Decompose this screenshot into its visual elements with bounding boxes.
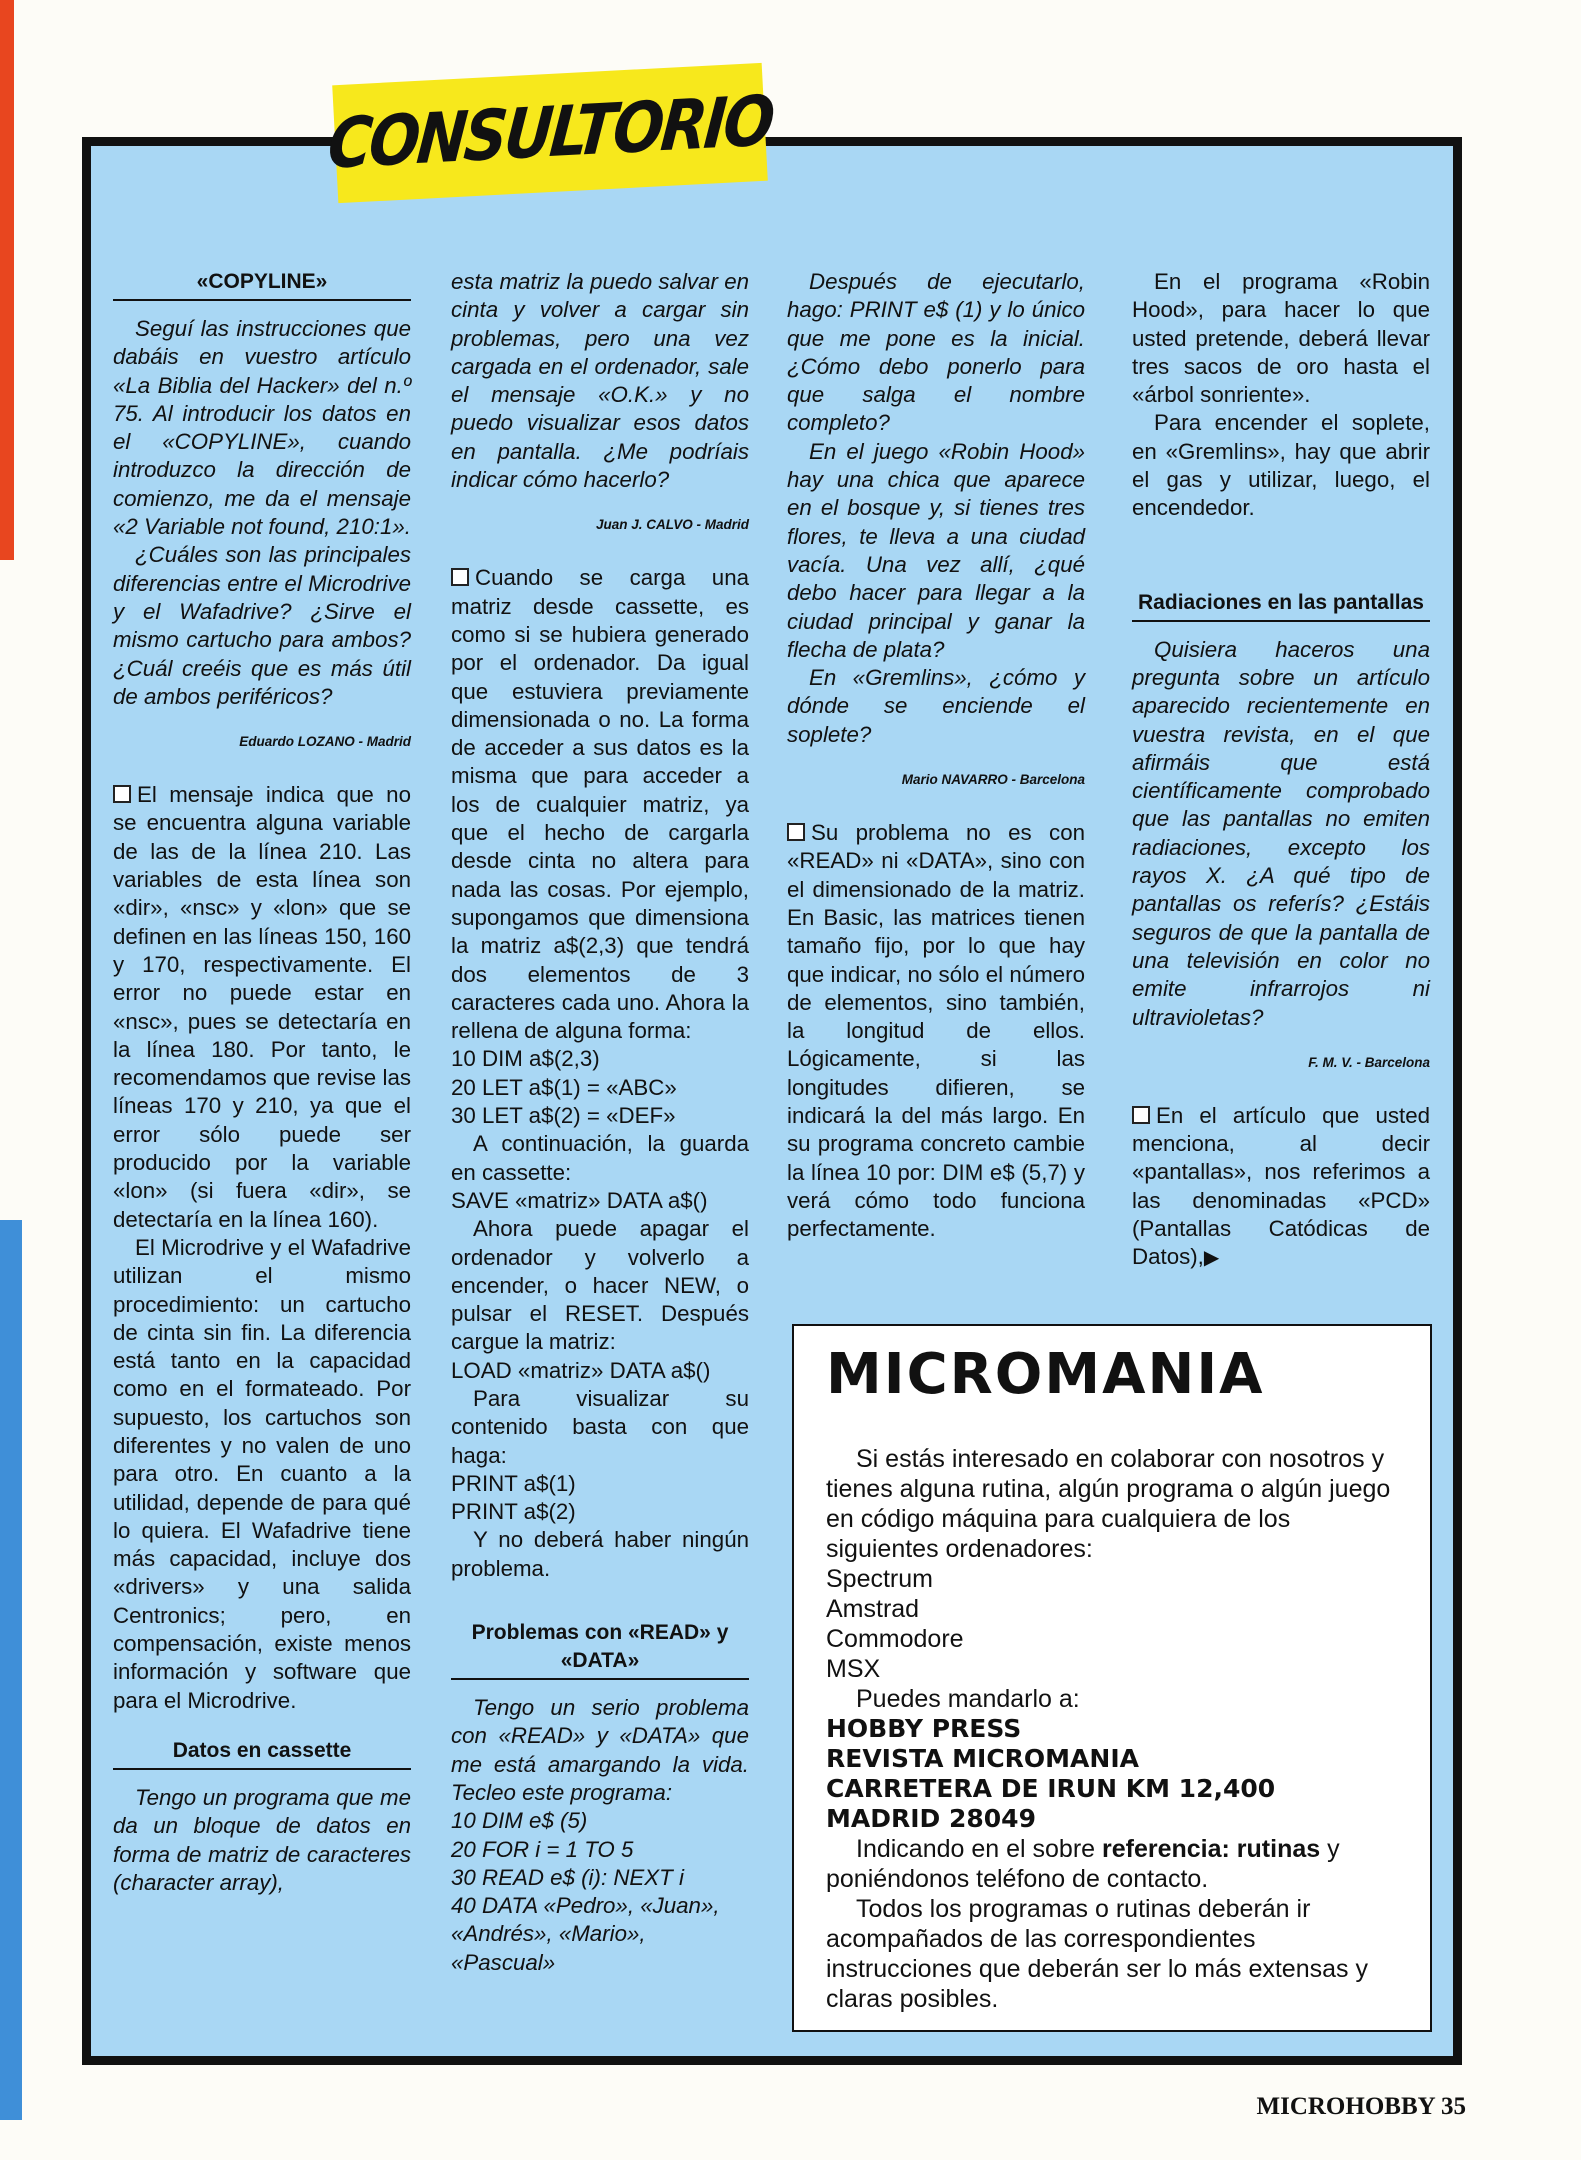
read-data-answer: Su problema no es con «READ» ni «DATA», sino con el dimensionado de la matriz. En Basic, las matrices tienen tamaño fijo, por lo que hay que indicar, no sólo el número de elementos, sino también, la longitud de ellos. Lógicamente, si las longitudes difieren, se indicará la del más largo. En su programa concreto cambie la línea 10 por: DIM e$ (5,7) y verá cómo todo funciona perfectamente. <box>787 820 1085 1242</box>
answer-box-icon <box>1132 1106 1150 1124</box>
heading-copyline: «COPYLINE» <box>113 268 411 301</box>
promo-address-line: MADRID 28049 <box>826 1804 1036 1833</box>
copyline-question-1: Seguí las instrucciones que dabáis en vuestro artículo «La Biblia del Hacker» del n.º 75. Al introducir los datos en el «COPYLINE», cuando introduzco la dirección de comienzo, me da el mensaje «2 Variable not found, 210:1». <box>113 316 411 540</box>
promo-address-line: HOBBY PRESS <box>826 1714 1022 1743</box>
heading-radiaciones: Radiaciones en las pantallas <box>1132 589 1430 622</box>
micromania-promo-box <box>792 1324 1432 2032</box>
heading-read-data: Problemas con «READ» y «DATA» <box>451 1619 749 1680</box>
cassette-answer-intro: Cuando se carga una matriz desde cassette, es como si se hubiera generado por el ordenador. Da igual que estuviera previamente dimensionada o no. La forma de acceder a sus datos es la misma que para acceder a los de cualquier matriz, ya que el hecho de cargarla desde cinta no altera para nada las cosas. Por ejemplo, supongamos que dimensiona la matriz a$(2,3) que tendrá dos elementos de 3 caracteres cada uno. Ahora la rellena de alguna forma: <box>451 565 749 1044</box>
read-data-question-cont-1: Después de ejecutarlo, hago: PRINT e$ (1) y lo único que me pone es la inicial. ¿Cómo debo ponerlo para que salga el nombre completo? <box>787 269 1085 436</box>
section-title-tag <box>324 63 776 203</box>
page-footer: MICROHOBBY 35 <box>1256 2093 1466 2120</box>
cassette-signature: Juan J. CALVO - Madrid <box>595 517 749 533</box>
cassette-text-5: Y no deberá haber ningún problema. <box>451 1527 749 1581</box>
promo-send-to: Puedes mandarlo a: <box>856 1685 1080 1713</box>
code-line: 20 LET a$(1) = «ABC» <box>451 1074 677 1100</box>
promo-computer: Spectrum <box>826 1565 933 1593</box>
radiaciones-signature: F. M. V. - Barcelona <box>1308 1054 1430 1070</box>
code-line: PRINT a$(1) <box>451 1470 576 1496</box>
read-data-answer-cont-2: Para encender el soplete, en «Gremlins», hay que abrir el gas y utilizar, luego, el encendedor. <box>1132 410 1430 521</box>
code-line: 30 READ e$ (i): NEXT i <box>451 1864 684 1890</box>
promo-reference: Indicando en el sobre referencia: rutinas y poniéndonos teléfono de contacto. <box>826 1835 1340 1893</box>
copyline-answer-1: El mensaje indica que no se encuentra alguna variable de las de la línea 210. Las variables de esta línea son «dir», «nsc» y «lon» que se definen en las líneas 150, 160 y 170, respectivamente. El error no puede estar en «nsc», pues se detectaría en la línea 180. Por tanto, le recomendamos que revise las líneas 170 y 210, ya que el error sólo puede ser producido por la variable «lon» (si fuera «dir», se detectaría en la línea 160). <box>113 782 411 1232</box>
answer-box-icon <box>787 823 805 841</box>
radiaciones-answer: En el artículo que usted menciona, al decir «pantallas», nos referimos a las denominadas «PCD» (Pantallas Catódicas de Datos),▶ <box>1132 1102 1430 1270</box>
code-line: 40 DATA «Pedro», «Juan», «Andrés», «Mario», «Pascual» <box>451 1893 720 1975</box>
column-3 <box>787 268 1085 1244</box>
page-edge-red <box>0 0 14 560</box>
radiaciones-question: Quisiera haceros una pregunta sobre un artículo aparecido recientemente en vuestra revista, en el que afirmáis que está científicamente comprobado que las pantallas no emiten radiaciones, excepto los rayos X. ¿A qué tipo de pantallas os referís? ¿Estáis seguros de que la pantalla de una televisión en color no emite infrarrojos ni ultravioletas? <box>1132 636 1430 1030</box>
promo-computer: Amstrad <box>826 1595 920 1623</box>
continue-arrow-icon: ▶ <box>1203 1247 1220 1270</box>
code-line: LOAD «matriz» DATA a$() <box>451 1357 711 1383</box>
column-2 <box>451 268 749 1977</box>
read-data-question-start: Tengo un serio problema con «READ» y «DATA» que me está amargando la vida. Tecleo este programa: <box>451 1695 749 1805</box>
cassette-question-cont: esta matriz la puedo salvar en cinta y volver a cargar sin problemas, pero una vez cargada en el ordenador, sale el mensaje «O.K.» y no puedo visualizar esos datos en pantalla. ¿Me podríais indicar cómo hacerlo? <box>451 269 749 493</box>
promo-address-line: REVISTA MICROMANIA <box>826 1744 1139 1773</box>
copyline-answer-2: El Microdrive y el Wafadrive utilizan el mismo procedimiento: un cartucho de cinta sin fin. La diferencia está tanto en la capacidad como en el formateado. Por supuesto, los cartuchos son diferentes y no valen de uno para otro. En cuanto a la utilidad, depende de para qué lo quiera. El Wafadrive tiene más capacidad, incluye dos «drivers» y una salida Centronics; pero, en compensación, existe menos información y software que para el Microdrive. <box>113 1234 411 1713</box>
promo-title: MICROMANIA <box>826 1342 1265 1407</box>
code-line: 20 FOR i = 1 TO 5 <box>451 1836 634 1862</box>
section-title: CONSULTORIO <box>324 80 776 186</box>
code-line: 30 LET a$(2) = «DEF» <box>451 1103 676 1129</box>
copyline-question-2: ¿Cuáles son las principales diferencias entre el Microdrive y el Wafadrive? ¿Sirve el mismo cartucho para ambos? ¿Cuál creéis que es más útil de ambos periféricos? <box>113 542 411 709</box>
promo-closing: Todos los programas o rutinas deberán ir acompañados de las correspondientes instrucciones que deberán ser lo más extensas y claras posibles. <box>826 1895 1368 2013</box>
heading-cassette: Datos en cassette <box>113 1737 411 1770</box>
column-4 <box>1132 268 1430 1273</box>
code-line: SAVE «matriz» DATA a$() <box>451 1187 708 1213</box>
cassette-question-start: Tengo un programa que me da un bloque de datos en forma de matriz de caracteres (character array), <box>113 1784 411 1895</box>
code-line: 10 DIM a$(2,3) <box>451 1046 600 1072</box>
promo-intro: Si estás interesado en colaborar con nosotros y tienes alguna rutina, algún programa o algún juego en código máquina para cualquiera de los siguientes ordenadores: <box>826 1445 1391 1563</box>
read-data-signature: Mario NAVARRO - Barcelona <box>901 772 1085 788</box>
code-line: 10 DIM e$ (5) <box>451 1808 588 1834</box>
answer-box-icon <box>451 568 469 586</box>
read-data-question-cont-3: En «Gremlins», ¿cómo y dónde se enciende el soplete? <box>787 665 1085 747</box>
cassette-text-4: Para visualizar su contenido basta con que haga: <box>451 1385 749 1468</box>
read-data-answer-cont-1: En el programa «Robin Hood», para hacer lo que usted pretende, deberá llevar tres sacos de oro hasta el «árbol sonriente». <box>1132 269 1430 408</box>
column-1 <box>113 268 411 1897</box>
cassette-text-2: A continuación, la guarda en cassette: <box>451 1131 749 1185</box>
cassette-text-3: Ahora puede apagar el ordenador y volverlo a encender, o hacer NEW, o pulsar el RESET. Después cargue la matriz: <box>451 1216 749 1355</box>
promo-address-line: CARRETERA DE IRUN KM 12,400 <box>826 1774 1276 1803</box>
copyline-signature: Eduardo LOZANO - Madrid <box>239 734 411 750</box>
answer-box-icon <box>113 785 131 803</box>
read-data-question-cont-2: En el juego «Robin Hood» hay una chica que aparece en el bosque y, si tienes tres flores, te lleva a una ciudad vacía. Una vez allí, ¿qué debo hacer para llegar a la ciudad principal y ganar la flecha de plata? <box>787 438 1085 662</box>
promo-computer: Commodore <box>826 1625 964 1653</box>
promo-computer: MSX <box>826 1655 881 1683</box>
code-line: PRINT a$(2) <box>451 1499 576 1525</box>
page-edge-blue <box>0 1220 22 2120</box>
